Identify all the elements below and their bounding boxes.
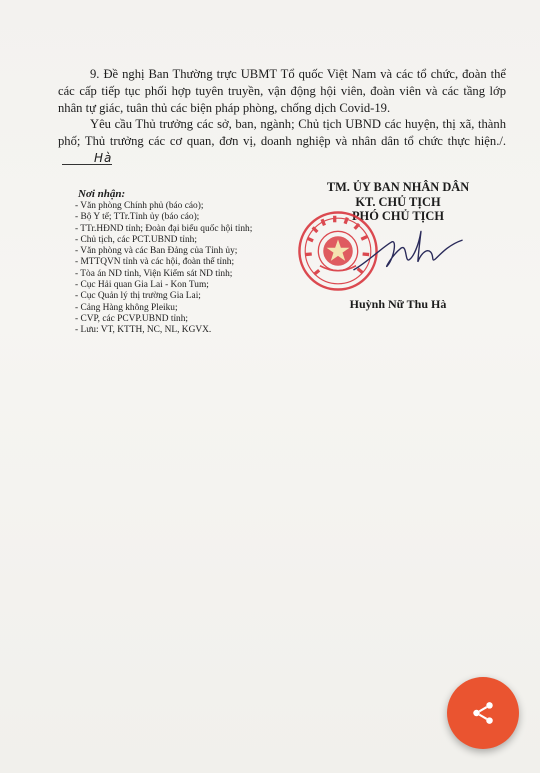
recipient-item: - Văn phòng và các Ban Đảng của Tỉnh ủy; <box>75 246 238 257</box>
paragraph-9: 9. Đề nghị Ban Thường trực UBMT Tổ quốc Việt Nam và các tổ chức, đoàn thể các cấp tiếp tục phối hợp tuyên truyền, vận động hội viên, đoàn viên và các tầng lớp nhân tự giác, tuân thủ các biện pháp phòng, chống dịch Covid-19. <box>58 67 506 115</box>
recipient-item: - Cục Quản lý thị trường Gia Lai; <box>75 291 201 302</box>
signature-org: TM. ỦY BAN NHÂN DÂN <box>326 180 470 194</box>
signer-name: Huỳnh Nữ Thu Hà <box>349 297 447 311</box>
handwritten-signature-icon <box>348 222 466 284</box>
signature-title: PHÓ CHỦ TỊCH <box>351 209 445 223</box>
recipient-item: - Cục Hải quan Gia Lai - Kon Tum; <box>75 280 209 291</box>
recipient-item: - Lưu: VT, KTTH, NC, NL, KGVX. <box>75 325 212 336</box>
recipient-item: - MTTQVN tỉnh và các hội, đoàn thể tỉnh; <box>75 257 235 268</box>
recipients-title: Nơi nhận: <box>78 188 126 200</box>
recipients-list <box>75 201 252 337</box>
recipient-item: - Chủ tịch, các PCT.UBND tỉnh; <box>75 234 197 245</box>
signature-kt: KT. CHỦ TỊCH <box>355 194 441 209</box>
recipient-item: - Văn phòng Chính phủ (báo cáo); <box>75 201 204 211</box>
share-button[interactable] <box>447 677 519 749</box>
recipient-item: - CVP, các PCVP.UBND tỉnh; <box>75 313 189 324</box>
recipient-item: - Cảng Hàng không Pleiku; <box>75 302 178 313</box>
closing-paragraph <box>58 116 506 167</box>
closing-text: Yêu cầu Thủ trưởng các sở, ban, ngành; Chủ tịch UBND các huyện, thị xã, thành phố; Thủ trưởng các cơ quan, đơn vị, doanh nghiệp và nhân dân tổ chức thực hiện./. <box>58 117 506 148</box>
handwritten-initials: Hà <box>62 152 112 165</box>
share-icon <box>470 700 496 726</box>
recipient-item: - Bộ Y tế; TTr.Tỉnh ủy (báo cáo); <box>75 212 200 223</box>
recipient-item: - TTr.HĐND tỉnh; Đoàn đại biểu quốc hội tỉnh; <box>75 223 253 234</box>
recipient-item: - Tòa án ND tỉnh, Viện Kiểm sát ND tỉnh; <box>75 268 233 279</box>
